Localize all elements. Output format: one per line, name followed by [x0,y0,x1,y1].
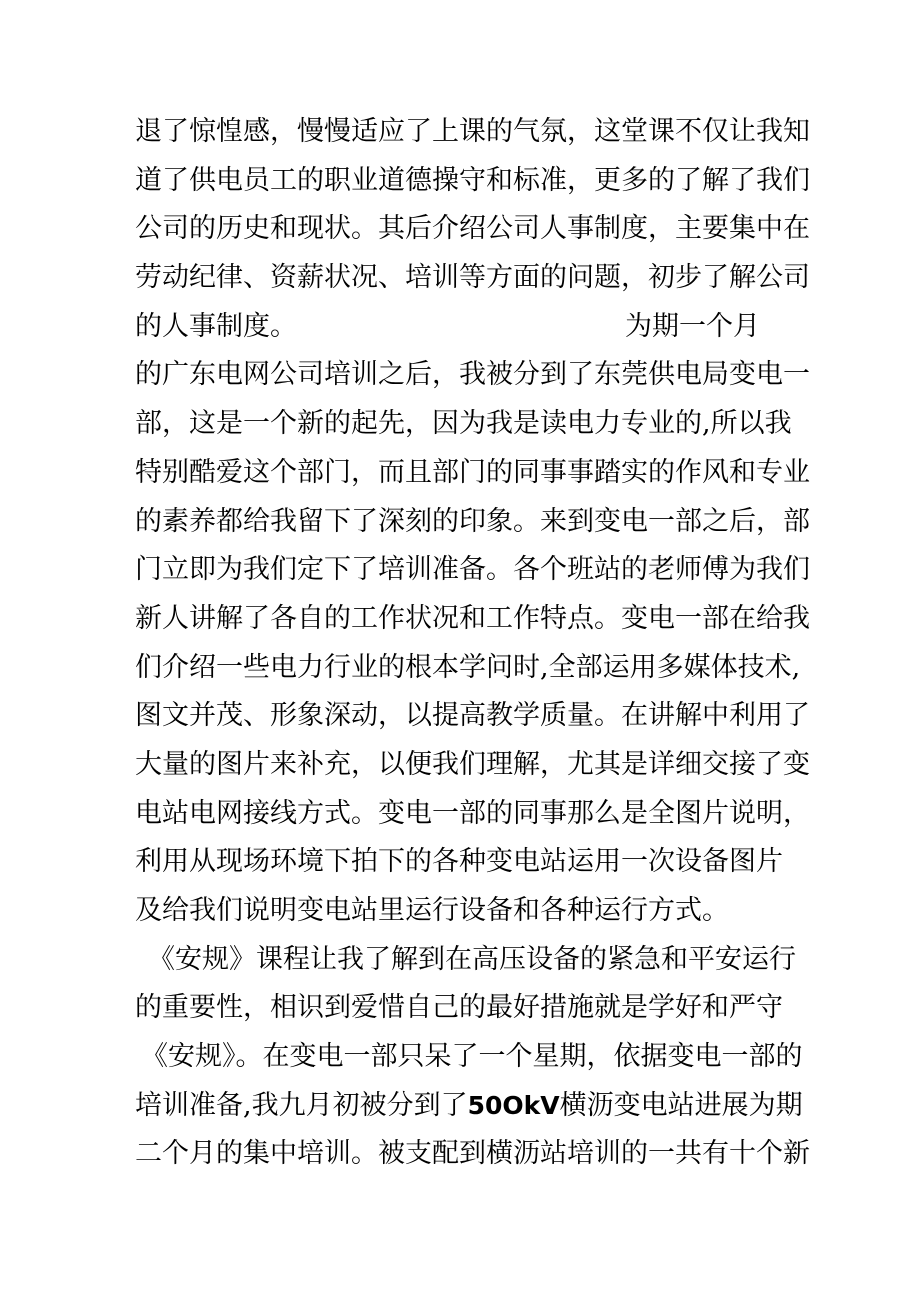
text-line-5-start: 的人事制度。 [135,310,297,342]
text-line-11: 新人讲解了各自的工作状况和工作特点。变电一部在给我 [135,602,810,634]
text-line-22: 二个月的集中培训。被支配到横沥站培训的一共有十个新 [135,1138,810,1170]
text-line-5-tail: 为期一个月 [625,310,760,342]
text-line-4: 劳动纪律、资薪状况、培训等方面的问题，初步了解公司 [135,262,810,294]
text-line-21-content: 培训准备,我九月初被分到了50OkV横沥变电站进展为期 [135,1089,803,1121]
text-line-19: 的重要性，相识到爱惜自己的最好措施就是学好和严守 [135,992,783,1024]
text-line-3: 公司的历史和现状。其后介绍公司人事制度，主要集中在 [135,213,810,245]
text-line-21 [0,1082,920,1131]
text-line-16: 利用从现场环境下拍下的各种变电站运用一次设备图片 [135,846,783,878]
text-line-17: 及给我们说明变电站里运行设备和各种运行方式。 [135,895,729,926]
text-line-20: 《安规》。在变电一部只呆了一个星期，依据变电一部的 [141,1041,803,1073]
text-line-15: 电站电网接线方式。变电一部的同事那么是全图片说明， [135,797,810,829]
text-line-6: 的广东电网公司培训之后，我被分到了东莞供电局变电一 [135,359,810,391]
text-line-14: 大量的图片来补充，以便我们理解，尤其是详细交接了变 [135,748,810,780]
text-line-13: 图文并茂、形象深动，以提高教学质量。在讲解中利用了 [135,700,810,732]
text-line-7: 部，这是一个新的起先，因为我是读电力专业的,所以我 [135,408,792,440]
text-line-1: 退了惊惶感，慢慢适应了上课的气氛，这堂课不仅让我知 [135,116,810,147]
voltage-label: 50OkV [467,1090,560,1120]
text-line-5 [0,303,920,352]
text-line-9: 的素养都给我留下了深刻的印象。来到变电一部之后，部 [135,505,810,537]
document-body [0,108,920,1179]
text-line-18: 《安规》课程让我了解到在高压设备的紧急和平安运行 [148,943,796,975]
text-line-10: 门立即为我们定下了培训准备。各个班站的老师傅为我们 [135,554,810,586]
text-line-12: 们介绍一些电力行业的根本学问时,全部运用多媒体技术, [135,651,801,683]
text-line-2: 道了供电员工的职业道德操守和标准，更多的了解了我们 [135,164,810,196]
text-line-8: 特别酷爱这个部门，而且部门的同事事踏实的作风和专业 [135,456,810,488]
